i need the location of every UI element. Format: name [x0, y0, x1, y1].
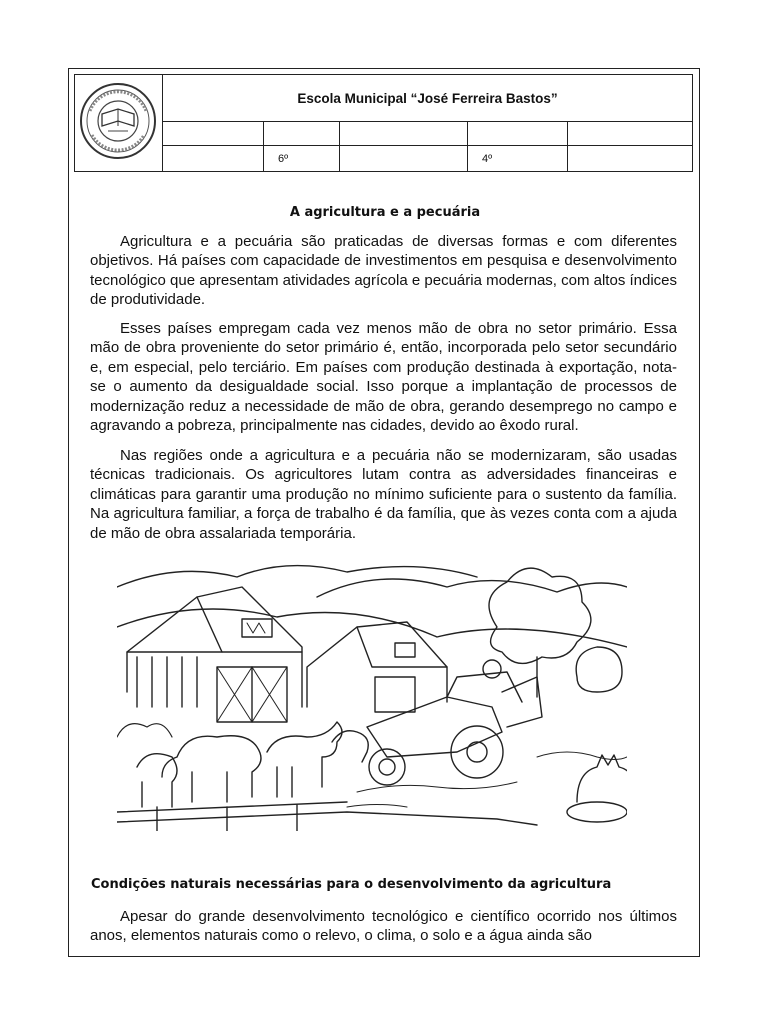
header-cell [163, 146, 264, 171]
header-row-2 [163, 146, 692, 171]
header-cell [340, 146, 468, 171]
header-cell [163, 122, 264, 145]
header-cell [340, 122, 468, 145]
worksheet-page [68, 68, 700, 957]
header-cell [568, 146, 692, 171]
farm-illustration [117, 557, 627, 831]
section-subtitle: Condições naturais necessárias para o desenvolvimento da agricultura [91, 877, 612, 892]
grade-cell: 6º [264, 146, 340, 171]
header-row-1 [163, 122, 692, 146]
paragraph: Esses países empregam cada vez menos mão de obra no setor primário. Essa mão de obra proveniente do setor primário é, então, incorporada pelo setor secundário e, em especial, pelo terciário. Em países com produção destinada à exportação, nota-se o aumento da desigualdade social. Isso porque a implantação de processos de modernização reduz a necessidade de mão de obra, gerando desemprego no campo e agravando a pobreza, principalmente nas cidades, devido ao êxodo rural. [90, 320, 677, 435]
header-table [74, 74, 693, 172]
header-cell [468, 122, 568, 145]
paragraph: Nas regiões onde a agricultura e a pecuária não se modernizaram, são usadas técnicas tradicionais. Os agricultores lutam contra as adversidades financeiras e climáticas para garantir uma produção no mínimo suficiente para o sustento da família. Na agricultura familiar, a força de trabalho é da família, que às vezes conta com a ajuda de mão de obra assalariada temporária. [90, 447, 677, 542]
school-seal-icon [78, 81, 158, 161]
header-cell [264, 122, 340, 145]
school-name: Escola Municipal “José Ferreira Bastos” [163, 75, 692, 122]
header-cell [568, 122, 692, 145]
paragraph: Agricultura e a pecuária são praticadas de diversas formas e com diferentes objetivos. Há países com capacidade de investimentos em pesquisa e desenvolvimento tecnológico que apresentam atividades agrícola e pecuária modernas, com altos índices de produtividade. [90, 233, 678, 309]
school-logo-cell [75, 75, 163, 171]
term-cell: 4º [468, 146, 568, 171]
paragraph: Apesar do grande desenvolvimento tecnológico e científico ocorrido nos últimos anos, elementos naturais como o relevo, o clima, o solo e a água ainda são [90, 908, 677, 945]
page-title: A agricultura e a pecuária [289, 205, 481, 220]
